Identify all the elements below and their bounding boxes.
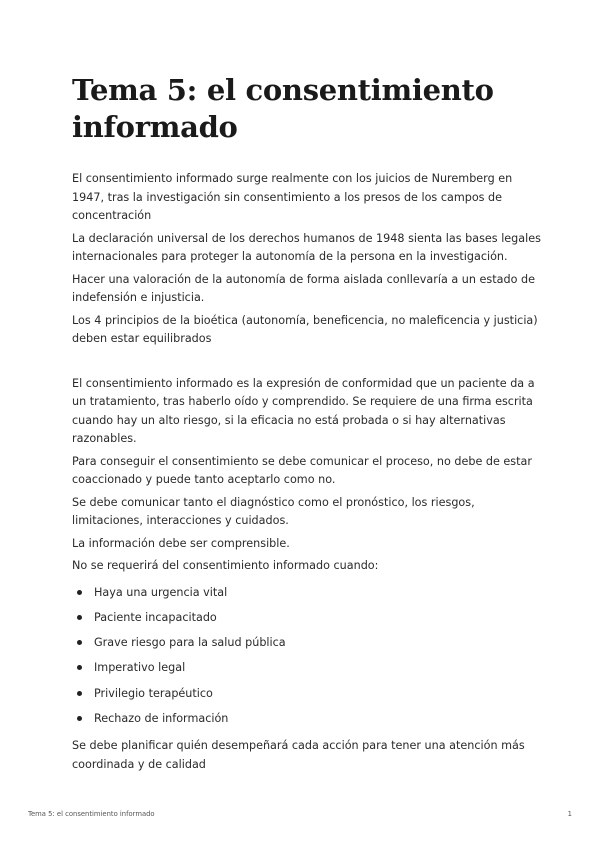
paragraph: Para conseguir el consentimiento se debe comunicar el proceso, no debe de estar coaccionado y puede tanto aceptarlo como no. (72, 454, 532, 486)
list-item-text: Haya una urgencia vital (94, 585, 228, 599)
list-item (72, 681, 542, 706)
bullet-icon (77, 615, 82, 620)
list-item-text: Grave riesgo para la salud pública (94, 636, 286, 650)
paragraph: Se debe planificar quién desempeñará cada acción para tener una atención más coordinada y de calidad (72, 739, 525, 771)
list-item (72, 655, 542, 680)
page-number: 1 (567, 810, 572, 818)
bullet-icon (77, 590, 82, 595)
bullet-icon (77, 691, 82, 696)
paragraph: La declaración universal de los derechos humanos de 1948 sienta las bases legales internacionales para proteger la autonomía de la persona en la investigación. (72, 231, 541, 263)
paragraph: El consentimiento informado es la expresión de conformidad que un paciente da a un tratamiento, tras haberlo oído y comprendido. Se requiere de una firma escrita cuando hay un alto riesgo, si la eficacia no está probada o si hay alternativas razonables. (72, 376, 535, 445)
paragraph: No se requerirá del consentimiento informado cuando: (72, 559, 379, 572)
section-spacer (72, 353, 542, 375)
paragraph: Hacer una valoración de la autonomía de forma aislada conllevaría a un estado de indefensión e injusticia. (72, 272, 535, 304)
list-item-text: Imperativo legal (94, 661, 186, 675)
paragraph: El consentimiento informado surge realmente con los juicios de Nuremberg en 1947, tras la investigación sin consentimiento a los presos de los campos de concentración (72, 172, 513, 222)
bullet-icon (77, 716, 82, 721)
document-body (72, 170, 542, 778)
list-item-text: Paciente incapacitado (94, 610, 217, 624)
bullet-icon (77, 640, 82, 645)
paragraph: Se debe comunicar tanto el diagnóstico como el pronóstico, los riesgos, limitaciones, interacciones y cuidados. (72, 495, 475, 527)
bullet-icon (77, 665, 82, 670)
list-item (72, 630, 542, 655)
paragraph: La información debe ser comprensible. (72, 536, 290, 550)
list-item-text: Rechazo de información (94, 711, 229, 725)
paragraph: Los 4 principios de la bioética (autonomía, beneficencia, no maleficencia y justicia) deben estar equilibrados (72, 313, 538, 345)
exceptions-list (72, 580, 542, 732)
list-item (72, 605, 542, 630)
list-item (72, 580, 542, 605)
list-item (72, 706, 542, 731)
list-item-text: Privilegio terapéutico (94, 686, 213, 700)
page-title: Tema 5: el consentimiento informado (72, 73, 494, 144)
footer-title: Tema 5: el consentimiento informado (28, 810, 155, 818)
